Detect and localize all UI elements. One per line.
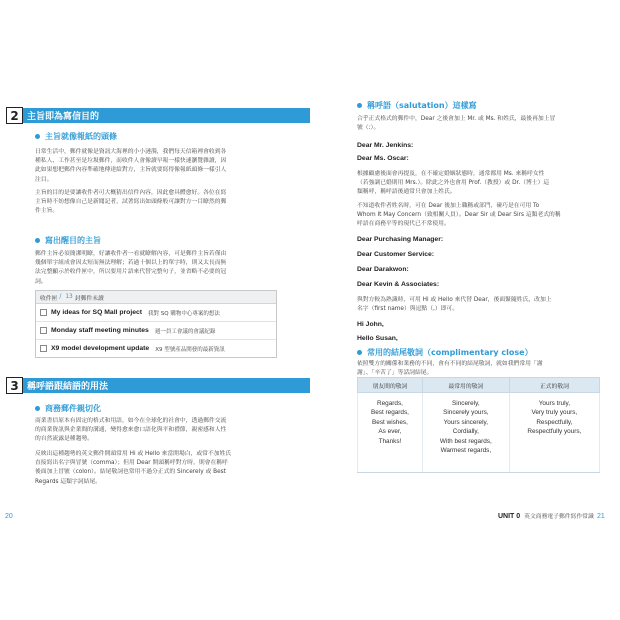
paragraph-salutation-3 (357, 202, 561, 230)
paragraph-3 (35, 250, 226, 287)
line: 根據顧慮後面會再提及，在不確定婚姻狀態時，通常都用 Ms. 來稱呼女性 (357, 171, 545, 177)
line: 此如果想把郵件內容準確地傳達給對方，主旨就要寫得像報紙頭條一樣引人 (35, 167, 227, 174)
line: 種私人、工作甚至是垃圾郵件，而收件人會像讀早報一樣快速瀏覽雜讀，因 (35, 158, 227, 165)
line: 號（:）。 (357, 125, 380, 132)
inbox-header (36, 291, 276, 304)
example-kevin: Dear Kevin & Associates: (357, 281, 440, 288)
line: 合乎正式格式的郵件中，Dear 之後會加上 Mr. 或 Ms. 和姓氏，最後再加上冒 (357, 116, 556, 122)
inbox-separator: / (59, 294, 62, 300)
table-cell-common (422, 393, 509, 473)
line: 反映出這種趨勢的英文郵件開頭常用 Hi 或 Hello 來當開場白，或常不加姓氏 (35, 451, 232, 457)
subheading-friendly (35, 403, 101, 414)
section-2-number: 2 (6, 107, 23, 124)
phrase: Thanks! (378, 437, 402, 445)
line: Regards 這類字詞結尾。 (35, 478, 101, 485)
line: 名字（first name）與逗點（,）即可。 (357, 306, 459, 313)
paragraph-salutation-2 (357, 170, 549, 198)
email-preview: 我對 SQ 購物中心專案的想法 (148, 310, 220, 317)
example-purchasing: Dear Purchasing Manager: (357, 236, 444, 243)
phrase: Cordially, (452, 428, 479, 436)
inbox-unread-label: 封郵件未讀 (74, 295, 104, 302)
bullet-icon (35, 238, 40, 243)
line: 直接寫出名字與冒號（comma）；但用 Dear 開頭稱呼對方時，則會在稱呼 (35, 460, 228, 467)
paragraph-2 (35, 189, 226, 217)
example-dear-ms: Dear Ms. Oscar: (357, 155, 409, 162)
bullet-icon (35, 406, 40, 411)
line: 謝」、「辛苦了」等話詞結尾。 (357, 370, 433, 377)
subheading-salutation-text: 稱呼語（salutation）這樣寫 (367, 101, 477, 110)
checkbox-icon[interactable] (40, 327, 47, 334)
subheading-catchy-subject-text: 寫出醒目的主旨 (45, 236, 101, 245)
line: 呼語在商務平等的現代已不常使用。 (357, 221, 450, 228)
inbox-sample (35, 290, 277, 358)
subheading-complimentary-close-text: 常用的結尾敬詞（complimentary close） (367, 348, 533, 357)
line: 主旨時不妨想像自己是新聞記者，試著寫出如頭條般可讓對方一目瞭然的郵 (35, 199, 227, 206)
phrase: Sincerely, (452, 400, 480, 407)
table-cell-formal (509, 393, 599, 473)
line: 類稱呼，稱呼語後通常只會加上姓氏。 (357, 189, 456, 196)
footer-title: 英文商務電子郵件寫作常識 (524, 514, 594, 520)
subheading-headline-text: 主旨就像報紙的頭條 (45, 132, 117, 141)
inbox-row[interactable] (36, 340, 276, 357)
page-number-right: 21 (597, 513, 605, 520)
line: 郵件主旨必須簡潔明瞭，好讓收件者一看就瞭解內容，可是郵件主旨若僅由 (35, 251, 227, 257)
example-darakwon: Dear Darakwon: (357, 266, 409, 273)
phrase: Regards, (376, 400, 403, 407)
line: 後面加上冒號（colon）。結尾敬詞也常用不過分正式的 Sincerely 或 Best (35, 469, 226, 476)
email-subject: Monday staff meeting minutes (51, 327, 149, 334)
subheading-catchy-subject (35, 235, 101, 246)
paragraph-salutation-4 (357, 296, 552, 314)
paragraph-close (357, 360, 543, 378)
closing-phrases-table (357, 377, 600, 473)
phrase: Best wishes, (372, 418, 408, 426)
inbox-unread-count: 13 (65, 294, 73, 300)
line: 注目。 (35, 176, 53, 183)
inbox-row[interactable] (36, 304, 276, 322)
inbox-row[interactable] (36, 322, 276, 340)
line: 不知道收件者姓名時，可在 Dear 後加上職稱或部門，碰巧是在可用 To (357, 203, 540, 209)
phrase: Best regards, (370, 409, 409, 417)
footer-unit (498, 511, 594, 520)
subheading-salutation (357, 100, 477, 111)
phrase: Respectfully, (536, 418, 573, 426)
line: Whom It May Concern（致相關人員）。Dear Sir 或 Dear Sirs 這類老式的稱 (357, 212, 561, 219)
line: 件主旨。 (35, 208, 59, 215)
checkbox-icon[interactable] (40, 309, 47, 316)
inbox-label: 收件匣 (40, 295, 58, 302)
subheading-friendly-text: 商務郵件親切化 (45, 404, 101, 413)
bullet-icon (357, 350, 362, 355)
line: 的自然流露是種趨勢。 (35, 436, 93, 443)
bullet-icon (35, 134, 40, 139)
paragraph-4 (35, 417, 226, 445)
section-2-heading (6, 107, 310, 124)
line: 日常生活中，郵件就像是資訊大海裡的小小漣漪，我們每天信箱裡會收到各 (35, 149, 227, 155)
section-3-heading (6, 377, 310, 394)
email-preview: 週一員工會議的會議紀錄 (154, 328, 216, 335)
section-3-title: 稱呼語跟結語的用法 (23, 378, 310, 393)
phrase: Sincerely yours, (443, 409, 489, 417)
table-header-friends: 朋友間的敬詞 (358, 378, 423, 393)
table-header-common: 最常用的敬詞 (422, 378, 509, 393)
email-preview: X9 型號產品開發的最新資訊 (155, 346, 225, 353)
subheading-complimentary-close (357, 347, 533, 358)
section-2-title: 主旨即為寫信目的 (23, 108, 310, 123)
section-3-number: 3 (6, 377, 23, 394)
line: 幾個單字組成會因太短而無法理解；若過十個以上的單字時，則又太長而無 (35, 260, 227, 267)
right-page (310, 0, 620, 620)
email-subject: X9 model development update (51, 345, 150, 352)
email-subject: My ideas for SQ Mall project (51, 309, 143, 316)
line: 詞。 (35, 278, 47, 285)
paragraph-salutation-1 (357, 115, 555, 133)
phrase: Yours truly, (538, 400, 570, 407)
line: 商業書信原本有固定的格式和用語，如今在全球化的社會中，透過郵件交流 (35, 418, 227, 424)
paragraph-5 (35, 450, 231, 487)
subheading-headline (35, 131, 117, 142)
example-dear-mr: Dear Mr. Jenkins: (357, 142, 414, 149)
page-number-left: 20 (5, 513, 13, 520)
footer-unit-label: UNIT 0 (498, 513, 521, 520)
line: （若強調已婚則用 Mrs.）。除此之外也會用 Prof.（教授）或 Dr.（博士）這 (357, 180, 550, 187)
phrase: Very truly yours, (531, 409, 578, 417)
checkbox-icon[interactable] (40, 345, 47, 352)
phrase: Yours sincerely, (443, 418, 489, 426)
bullet-icon (357, 103, 362, 108)
line: 的商業資訊與企業間的溝通，變得愈來愈口語化與平和禮節，親密感和人性 (35, 427, 227, 434)
line: 與對方較為熟識時，可用 Hi 或 Hello 來代替 Dear，後面緊隨姓氏，改加上 (357, 297, 552, 303)
line: 依照雙方的關係和業務的不同，會有不同的結尾敬詞，就如我們常用「謝 (357, 361, 543, 367)
table-row (358, 393, 600, 473)
example-hello-susan: Hello Susan, (357, 335, 398, 342)
phrase: Respectfully yours, (527, 428, 582, 436)
line: 法完整顯示於收件匣中，所以要用片語來代替完整句子，並省略不必要的冠 (35, 269, 227, 276)
phrase: As ever, (378, 428, 402, 436)
table-header-row (358, 378, 600, 393)
paragraph-1 (35, 148, 226, 185)
phrase: With best regards, (439, 437, 492, 445)
table-cell-friends (358, 393, 423, 473)
table-header-formal: 正式的敬詞 (509, 378, 599, 393)
line: 主旨的目的是要讓收件者可大概猜出信件內容，因此愈具體愈好。各位在寫 (35, 190, 227, 196)
example-customer-service: Dear Customer Service: (357, 251, 435, 258)
example-hi-john: Hi John, (357, 321, 384, 328)
phrase: Warmest regards, (440, 447, 492, 455)
